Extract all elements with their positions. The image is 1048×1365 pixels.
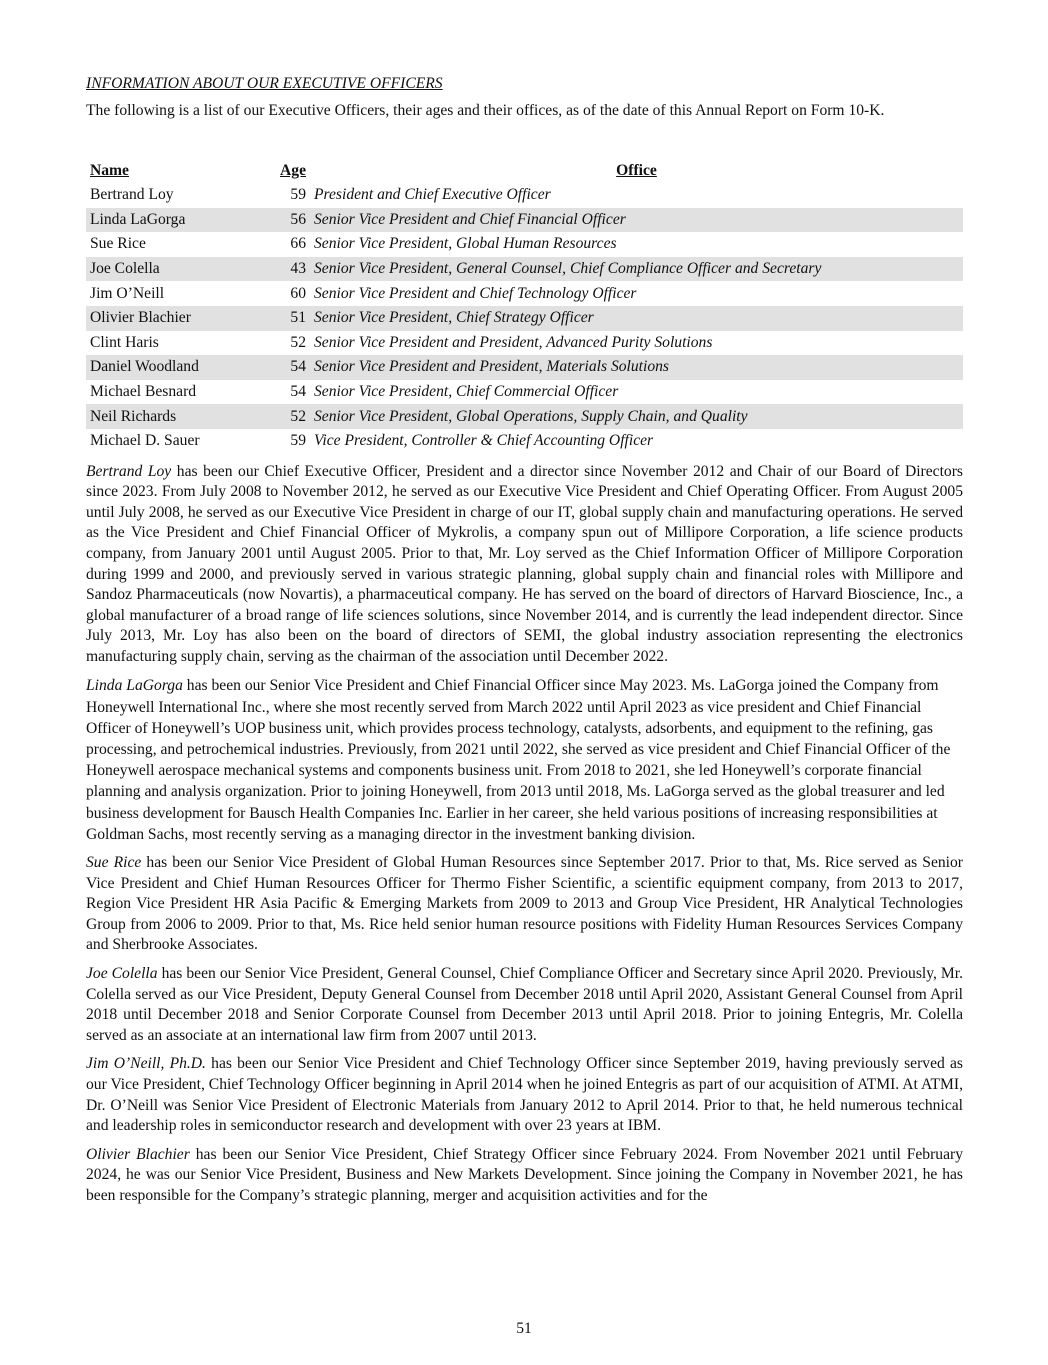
biography-text: has been our Senior Vice President, Chief Strategy Officer since February 2024. From November 2021 until February 2024, he was our Senior Vice President, Business and New Markets Development. Since joining the Company in November 2021, he has been responsible for the Company’s strategic planning, merger and acquisition activities and for the (86, 1145, 964, 1204)
biography-name: Linda LaGorga (86, 677, 183, 695)
officer-age: 43 (264, 257, 310, 282)
officer-office: Senior Vice President and Chief Financial Officer (310, 208, 963, 233)
officer-office: Senior Vice President, Global Human Resources (314, 235, 617, 253)
page-number: 51 (516, 1320, 532, 1337)
table-row (86, 232, 963, 257)
biography-name: Joe Colella (86, 965, 158, 983)
officer-office: Senior Vice President, General Counsel, Chief Compliance Officer and Secretary (310, 257, 963, 282)
biography-text: has been our Chief Executive Officer, President and a director since November 2012 and Chair of our Board of Directors since 2023. From July 2008 to November 2012, he served as our Executive Vice President and Chief Operating Officer. From August 2005 until July 2008, he served as our Executive Vice President in charge of our IT, global supply chain and manufacturing operations. He served as the Vice President and Chief Financial Officer of Mykrolis, a company spun out of Millipore Corporation, a life science products company, from January 2001 until August 2005. Prior to that, Mr. Loy served as the Chief Information Officer of Millipore Corporation during 1999 and 2000, and previously served in various strategic planning, global supply chain and financial roles with Millipore and Sandoz Pharmaceuticals (now Novartis), a pharmaceutical company. He has served on the board of directors of Harvard Bioscience, Inc., a global manufacturer of a broad range of life sciences solutions, since November 2014, and is currently the lead independent director. Since July 2013, Mr. Loy has also been on the board of directors of SEMI, the global industry association representing the electronics manufacturing supply chain, serving as the chairman of the association until December 2022. (86, 462, 963, 665)
officer-name: Jim O’Neill (90, 284, 165, 302)
biography-text: has been our Senior Vice President and Chief Financial Officer since May 2023. Ms. LaGorga joined the Company from Honeywell International Inc., where she most recently served from March 2022 until April 2023 as vice president and Chief Financial Officer of Honeywell’s UOP business unit, which provides process technology, catalysts, adsorbents, and equipment to the refining, gas processing, and petrochemical industries. Previously, from 2021 until 2022, she served as vice president and Chief Financial Officer of the Honeywell aerospace mechanical systems and components business unit. From 2018 to 2021, she led Honeywell’s corporate financial planning and analysis organization. Prior to joining Honeywell, from 2013 until 2018, Ms. LaGorga served as the global treasurer and led business development for Bausch Health Companies Inc. Earlier in her career, she held various positions of increasing responsibilities at Goldman Sachs, most recently serving as a managing director in the investment banking division. (86, 677, 951, 843)
officer-name: Sue Rice (90, 235, 146, 253)
biography-text: has been our Senior Vice President of Global Human Resources since September 2017. Prior to that, Ms. Rice served as Senior Vice President and Chief Human Resources Officer for Thermo Fisher Scientific, a scientific equipment company, from 2013 to 2017, Region Vice President HR Asia Pacific & Emerging Markets from 2009 to 2013 and Group Vice President, HR Analytical Technologies Group from 2006 to 2009. Prior to that, Ms. Rice held senior human resource positions with Fidelity Human Resources Services Company and Sherbrooke Associates. (86, 854, 964, 954)
biography-name: Olivier Blachier (86, 1145, 190, 1163)
table-row (86, 404, 963, 429)
officer-age: 59 (290, 186, 306, 204)
intro-text: The following is a list of our Executive Officers, their ages and their offices, as of the date of this Annual Report on Form 10-K. (86, 102, 885, 119)
officer-age: 60 (290, 284, 306, 302)
table-header-row (86, 159, 963, 183)
table-row (86, 257, 963, 282)
officer-name: Neil Richards (86, 404, 264, 429)
officer-biographies (86, 462, 963, 1207)
header-name: Name (90, 162, 129, 179)
officer-name: Joe Colella (86, 257, 264, 282)
biography-paragraph (86, 675, 963, 845)
officer-age: 56 (264, 208, 310, 233)
officer-office: Senior Vice President, Chief Strategy Officer (310, 306, 963, 331)
biography-paragraph (86, 462, 963, 668)
biography-paragraph (86, 1054, 963, 1136)
section-heading: INFORMATION ABOUT OUR EXECUTIVE OFFICERS (86, 75, 443, 92)
officer-office: Senior Vice President and President, Advanced Purity Solutions (314, 333, 713, 351)
biography-text: has been our Senior Vice President, General Counsel, Chief Compliance Officer and Secretary since April 2020. Previously, Mr. Colella served as our Vice President, Deputy General Counsel from December 2018 until April 2020, Assistant General Counsel from April 2018 until December 2018 and Senior Corporate Counsel from December 2013 until April 2018. Prior to joining Entegris, Mr. Colella served as an associate at an international law firm from 2007 until 2013. (86, 965, 964, 1044)
officer-office: Senior Vice President and Chief Technology Officer (314, 284, 637, 302)
biography-name: Jim O’Neill, Ph.D. (86, 1055, 206, 1073)
officer-age: 54 (290, 383, 306, 401)
biography-name: Bertrand Loy (86, 462, 172, 480)
officer-name: Michael Besnard (90, 383, 197, 401)
officer-name: Michael D. Sauer (90, 432, 200, 450)
officer-name: Linda LaGorga (86, 208, 264, 233)
officer-age: 66 (290, 235, 306, 253)
officer-age: 54 (264, 355, 310, 380)
biography-paragraph (86, 853, 963, 956)
biography-paragraph (86, 964, 963, 1046)
officer-age: 51 (264, 306, 310, 331)
officer-office: Vice President, Controller & Chief Accounting Officer (314, 432, 654, 450)
officer-age: 52 (290, 333, 306, 351)
table-row (86, 208, 963, 233)
officer-age: 59 (290, 432, 306, 450)
officer-name: Daniel Woodland (86, 355, 264, 380)
officer-age: 52 (264, 404, 310, 429)
officer-office: Senior Vice President, Chief Commercial Officer (314, 383, 619, 401)
biography-text: has been our Senior Vice President and Chief Technology Officer since September 2019, having previously served as our Vice President, Chief Technology Officer beginning in April 2014 when he joined Entegris as part of our acquisition of ATMI. At ATMI, Dr. O’Neill was Senior Vice President of Electronic Materials from January 2012 to April 2014. Prior to that, he held numerous technical and leadership roles in semiconductor research and development with over 23 years at IBM. (86, 1055, 963, 1135)
officer-office: Senior Vice President and President, Materials Solutions (310, 355, 963, 380)
biography-paragraph (86, 1145, 963, 1207)
table-row (86, 281, 963, 306)
table-row (86, 183, 963, 208)
header-office: Office (616, 162, 657, 179)
table-row (86, 429, 963, 454)
officer-name: Bertrand Loy (90, 186, 174, 204)
document-page (86, 74, 963, 1215)
header-age: Age (280, 162, 306, 179)
officer-name: Clint Haris (90, 333, 159, 351)
table-row (86, 380, 963, 405)
biography-name: Sue Rice (86, 854, 142, 872)
table-row (86, 331, 963, 356)
executive-officers-table (86, 159, 963, 454)
officer-name: Olivier Blachier (86, 306, 264, 331)
officer-office: Senior Vice President, Global Operations, Supply Chain, and Quality (310, 404, 963, 429)
officer-office: President and Chief Executive Officer (314, 186, 551, 204)
table-row (86, 306, 963, 331)
table-row (86, 355, 963, 380)
